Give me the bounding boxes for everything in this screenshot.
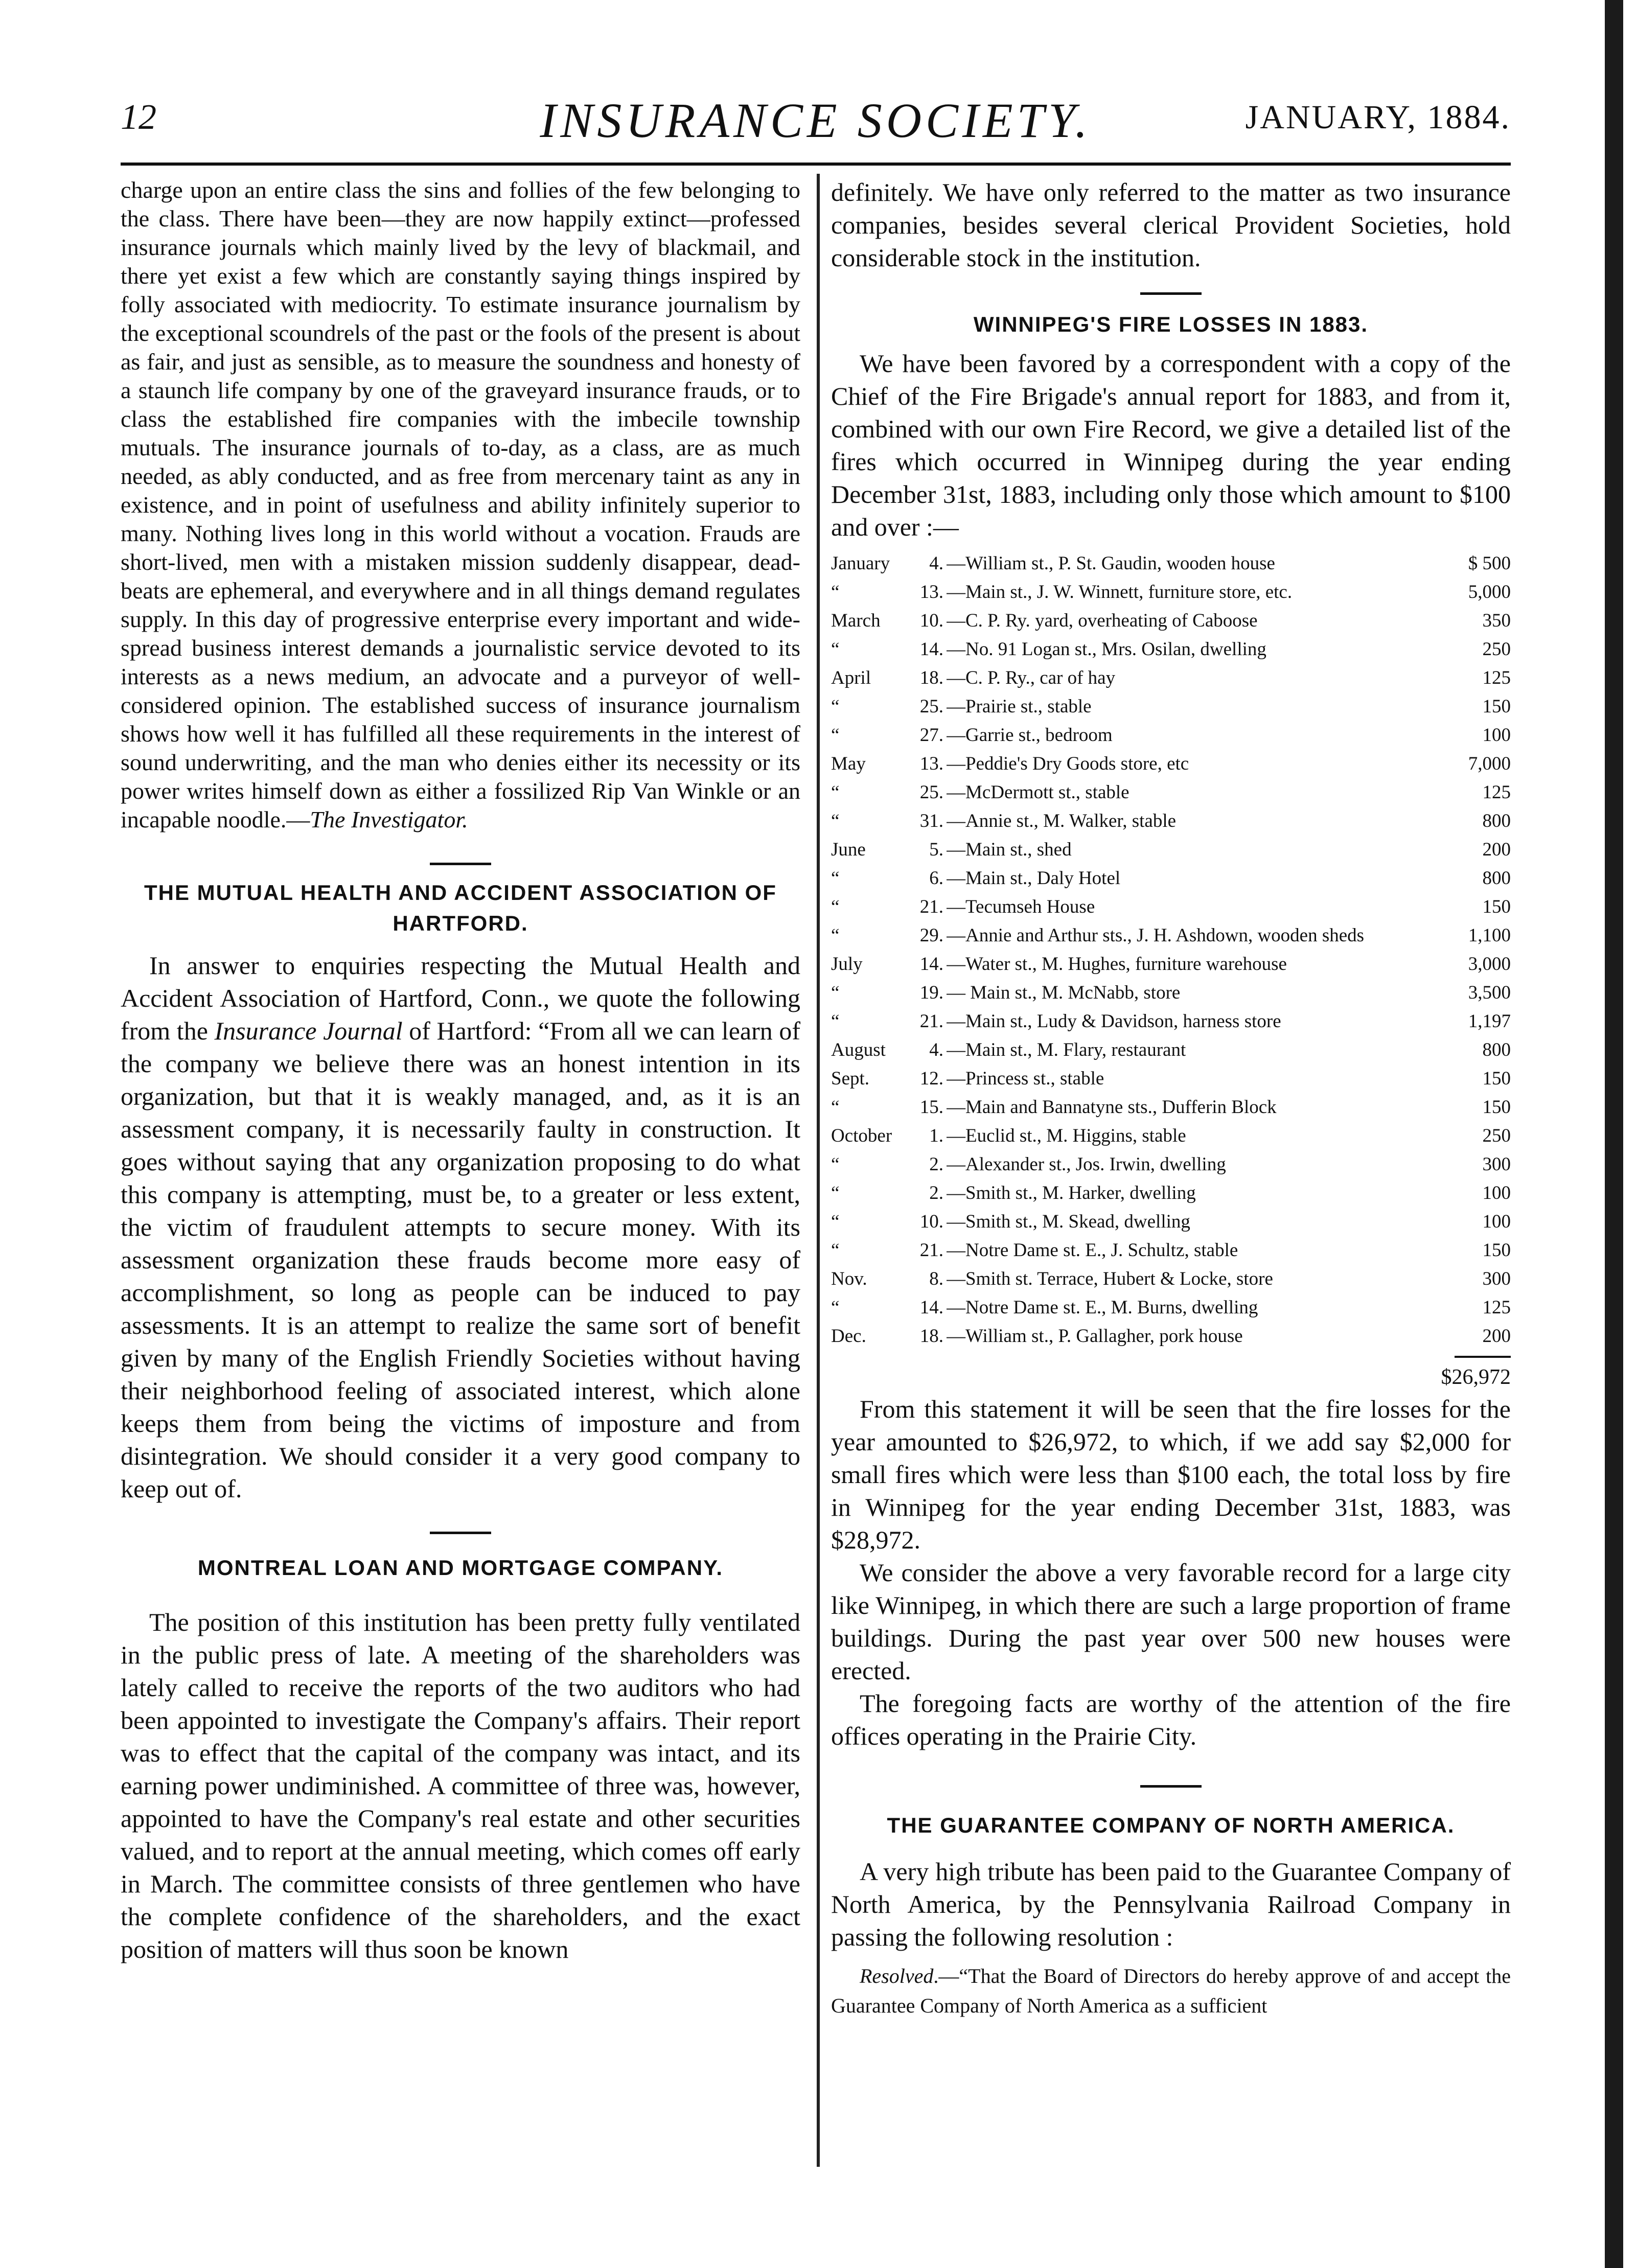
fire-amount: 125 <box>1482 1297 1511 1318</box>
fire-row <box>831 635 1511 664</box>
fire-day: 29. <box>919 925 943 946</box>
fire-row <box>831 607 1511 635</box>
fire-day: 13. <box>919 582 943 603</box>
fire-amount: 150 <box>1482 1240 1511 1261</box>
publication-title: INSURANCE SOCIETY. <box>540 93 1092 148</box>
issue-date: JANUARY, 1884. <box>1245 99 1511 136</box>
fire-amount: 125 <box>1482 782 1511 803</box>
section-separator <box>430 1532 491 1534</box>
guarantee-heading: THE GUARANTEE COMPANY OF NORTH AMERICA. <box>887 1813 1455 1837</box>
fire-description: —Smith st. Terrace, Hubert & Locke, store <box>947 1268 1273 1289</box>
fire-description: —C. P. Ry., car of hay <box>947 667 1116 688</box>
fire-description: —Main and Bannatyne sts., Dufferin Block <box>947 1097 1277 1118</box>
fire-month: “ <box>831 1183 840 1204</box>
fire-description: —No. 91 Logan st., Mrs. Osilan, dwelling <box>947 639 1266 660</box>
fire-day: 25. <box>919 696 943 717</box>
fire-row <box>831 692 1511 721</box>
intro-source: The Investigator. <box>310 806 468 832</box>
fire-month: May <box>831 753 866 774</box>
fire-row <box>831 1007 1511 1036</box>
fire-amount: 250 <box>1482 639 1511 660</box>
fire-day: 13. <box>919 753 943 774</box>
fire-description: —Prairie st., stable <box>947 696 1092 717</box>
fire-description: —Notre Dame st. E., M. Burns, dwelling <box>947 1297 1258 1318</box>
fire-amount: 150 <box>1482 896 1511 917</box>
fire-amount: 350 <box>1482 610 1511 631</box>
fire-amount: 250 <box>1482 1125 1511 1146</box>
fire-day: 15. <box>919 1097 943 1118</box>
fire-amount: 300 <box>1482 1268 1511 1289</box>
fire-day: 2. <box>929 1154 943 1175</box>
fire-row <box>831 549 1511 578</box>
fire-day: 10. <box>919 610 943 631</box>
fire-description: —McDermott st., stable <box>947 782 1129 803</box>
mutual-lead: In answer to enquiries respecting the Mutual Health and Accident Association of Hartford, Conn., we quote the following from the <box>121 951 800 1045</box>
fire-amount: 150 <box>1482 696 1511 717</box>
fire-description: —C. P. Ry. yard, overheating of Caboose <box>947 610 1258 631</box>
fire-losses-table <box>831 549 1511 1351</box>
page-edge-shadow <box>1605 0 1623 2268</box>
fire-description: —Annie st., M. Walker, stable <box>947 811 1177 831</box>
fire-month: “ <box>831 1154 840 1175</box>
fire-row <box>831 1236 1511 1265</box>
fire-amount: 200 <box>1482 839 1511 860</box>
winnipeg-intro: We have been favored by a correspondent with a copy of the Chief of the Fire Brigade's annual report for 1883, and from it, combined with our own Fire Record, we give a detailed list of the fires which occurred in Winnipeg during the year ending December 31st, 1883, including only those which amount to $100 and over :— <box>831 349 1511 541</box>
fire-amount: 800 <box>1482 868 1511 889</box>
fire-amount: 3,500 <box>1468 982 1511 1003</box>
fire-row <box>831 950 1511 979</box>
fire-month: “ <box>831 1211 840 1232</box>
fire-amount: $ 500 <box>1468 553 1511 574</box>
fire-description: — Main st., M. McNabb, store <box>947 982 1181 1003</box>
fire-row <box>831 664 1511 692</box>
article-continuation <box>121 176 800 834</box>
resolved-label: Resolved <box>860 1964 934 1987</box>
fire-row <box>831 578 1511 607</box>
fire-row <box>831 1208 1511 1236</box>
fire-month: “ <box>831 1297 840 1318</box>
fire-row <box>831 1064 1511 1093</box>
fire-day: 1. <box>929 1125 943 1146</box>
fire-description: —Garrie st., bedroom <box>947 725 1113 746</box>
fire-amount: 800 <box>1482 1039 1511 1060</box>
fire-month: Dec. <box>831 1326 866 1347</box>
fire-month: “ <box>831 696 840 717</box>
fire-description: —Smith st., M. Skead, dwelling <box>947 1211 1190 1232</box>
fire-month: “ <box>831 1011 840 1032</box>
fire-description: —Water st., M. Hughes, furniture warehouse <box>947 954 1287 975</box>
fire-day: 31. <box>919 811 943 831</box>
fire-amount: 100 <box>1482 725 1511 746</box>
winnipeg-summary: From this statement it will be seen that the fire losses for the year amounted to $26,972, to which, if we add say $2,000 for small fires which were less than $100 each, the total loss by fire in Winnipeg for the year ending December 31st, 1883, was $28,972. <box>831 1395 1511 1554</box>
left-column <box>121 176 800 1965</box>
fire-month: July <box>831 954 863 975</box>
fire-description: —Annie and Arthur sts., J. H. Ashdown, wooden sheds <box>947 925 1365 946</box>
fire-description: —William st., P. St. Gaudin, wooden house <box>947 553 1275 574</box>
resolved-text: .—“That the Board of Directors do hereby approve of and accept the Guarantee Company of North America as a sufficient <box>831 1964 1511 2017</box>
montreal-heading: MONTREAL LOAN AND MORTGAGE COMPANY. <box>197 1556 724 1580</box>
resolution-text <box>831 1961 1511 2021</box>
fire-day: 18. <box>919 667 943 688</box>
fire-description: —Main st., Daly Hotel <box>947 868 1121 889</box>
header-rule <box>121 163 1511 166</box>
fire-month: “ <box>831 896 840 917</box>
fire-month: “ <box>831 925 840 946</box>
fire-row <box>831 979 1511 1007</box>
fire-description: —Main st., Ludy & Davidson, harness store <box>947 1011 1281 1032</box>
fire-amount: 150 <box>1482 1068 1511 1089</box>
fire-month: January <box>831 553 890 574</box>
montreal-continuation: definitely. We have only referred to the matter as two insurance companies, besides several clerical Provident Societies, hold considerable stock in the institution. <box>831 178 1511 272</box>
fire-day: 25. <box>919 782 943 803</box>
fire-description: —Tecumseh House <box>947 896 1095 917</box>
fire-description: —Main st., shed <box>947 839 1072 860</box>
fire-day: 21. <box>919 896 943 917</box>
fire-month: April <box>831 667 871 688</box>
fire-amount: 150 <box>1482 1097 1511 1118</box>
montreal-text: The position of this institution has been pretty fully ventilated in the public press of late. A meeting of the shareholders was lately called to receive the reports of the two auditors who had been appointed to investigate the Company's affairs. Their report was to effect that the capital of the company was intact, and its earning power undiminished. A committee of three was, however, appointed to have the Company's real estate and other securities valued, and to report at the annual meeting, which comes off early in March. The committee consists of three gentlemen who have the complete confidence of the shareholders, and the exact position of matters will thus soon be known <box>121 1608 800 1963</box>
section-separator <box>430 863 491 865</box>
column-divider <box>817 174 820 2167</box>
fire-row <box>831 864 1511 893</box>
fire-month: Nov. <box>831 1268 867 1289</box>
fire-row <box>831 836 1511 864</box>
fire-month: “ <box>831 582 840 603</box>
fire-description: —Main st., J. W. Winnett, furniture store, etc. <box>947 582 1293 603</box>
mutual-source: Insurance Journal <box>214 1016 403 1045</box>
fire-amount: 1,100 <box>1468 925 1511 946</box>
fire-row <box>831 1150 1511 1179</box>
fire-amount: 125 <box>1482 667 1511 688</box>
mutual-health-text <box>121 949 800 1505</box>
fire-row <box>831 1322 1511 1351</box>
intro-text: charge upon an entire class the sins and follies of the few belonging to the class. There have been—they are now happily extinct—professed insurance journals which mainly lived by the levy of blackmail, and there yet exist a few which are constantly saying things inspired by folly associated with mediocrity. To estimate insurance journalism by the exceptional scoundrels of the past or the fools of the present is about as fair, and just as sensible, as to measure the soundness and honesty of a staunch life company by one of the graveyard insurance frauds, or to class the established fire companies with the imbecile township mutuals. The insurance journals of to-day, as a class, are as much needed, as ably conducted, and as free from mercenary taint as any in existence, and in point of usefulness and ability infinitely superior to many. Nothing lives long in this world without a vocation. Frauds are short-lived, men with a mistaken mission suddenly disappear, dead-beats are ephemeral, and everywhere and in all things demand regulates supply. In this day of progressive enterprise every important and wide-spread business interest demands a journalistic service devoted to its interests as a news medium, an advocate and a purveyor of well-considered opinion. The established success of insurance journalism shows how well it has fulfilled all these requirements in the interest of sound underwriting, and the man who denies either its necessity or its power writes himself down as either a fossilized Rip Van Winkle or an incapable noodle.— <box>121 177 800 832</box>
fire-day: 8. <box>929 1268 943 1289</box>
section-separator <box>1140 292 1202 295</box>
fire-description: —Peddie's Dry Goods store, etc <box>947 753 1189 774</box>
fire-month: “ <box>831 782 840 803</box>
fire-day: 5. <box>929 839 943 860</box>
fire-month: “ <box>831 868 840 889</box>
fire-day: 21. <box>919 1240 943 1261</box>
fire-month: “ <box>831 725 840 746</box>
fires-total: $26,972 <box>1441 1366 1511 1389</box>
fire-description: —William st., P. Gallagher, pork house <box>947 1326 1243 1347</box>
fire-row <box>831 893 1511 921</box>
winnipeg-closing: The foregoing facts are worthy of the attention of the fire offices operating in the Prairie City. <box>831 1689 1511 1750</box>
fire-day: 4. <box>929 553 943 574</box>
fire-day: 2. <box>929 1183 943 1204</box>
fire-row <box>831 1293 1511 1322</box>
total-rule <box>1455 1356 1511 1358</box>
fire-day: 10. <box>919 1211 943 1232</box>
fire-row <box>831 1122 1511 1150</box>
fire-row <box>831 921 1511 950</box>
fire-day: 27. <box>919 725 943 746</box>
section-separator <box>1140 1785 1202 1788</box>
fire-month: August <box>831 1039 886 1060</box>
fire-day: 14. <box>919 954 943 975</box>
fire-amount: 7,000 <box>1468 753 1511 774</box>
fire-month: Sept. <box>831 1068 870 1089</box>
fire-description: —Notre Dame st. E., J. Schultz, stable <box>947 1240 1238 1261</box>
mutual-health-heading: THE MUTUAL HEALTH AND ACCIDENT ASSOCIATION OF HARTFORD. <box>144 881 777 935</box>
fire-month: “ <box>831 811 840 831</box>
right-column <box>831 176 1511 2021</box>
page-header <box>121 87 1511 148</box>
fire-row <box>831 721 1511 750</box>
fire-amount: 100 <box>1482 1211 1511 1232</box>
fire-row <box>831 807 1511 836</box>
fire-day: 19. <box>919 982 943 1003</box>
fire-day: 14. <box>919 639 943 660</box>
fire-row <box>831 1093 1511 1122</box>
fire-day: 21. <box>919 1011 943 1032</box>
fire-description: —Princess st., stable <box>947 1068 1104 1089</box>
fire-row <box>831 1036 1511 1064</box>
winnipeg-heading: WINNIPEG'S FIRE LOSSES IN 1883. <box>973 312 1369 336</box>
mutual-tail: of Hartford: “From all we can learn of the company we believe there was an honest intention in its organization, but that it is weakly managed, and, as it is an assessment company, it is necessarily faulty in construction. It goes without saying that any organization proposing to do what this company is attempting, must be, to a greater or less extent, the victim of fraudulent attempts to secure money. With its assessment organization these frauds become more easy of accomplishment, so long as people can be induced to pay assessments. It is an attempt to realize the same sort of benefit given by many of the English Friendly Societies without having their neighborhood feeling of associated interest, which alone keeps them from being the victims of imposture and from disintegration. We should consider it a very good company to keep out of. <box>121 1016 800 1503</box>
fire-day: 18. <box>919 1326 943 1347</box>
fire-description: —Smith st., M. Harker, dwelling <box>947 1183 1196 1204</box>
fire-day: 12. <box>919 1068 943 1089</box>
fire-month: March <box>831 610 881 631</box>
fire-amount: 800 <box>1482 811 1511 831</box>
page-number: 12 <box>121 98 156 137</box>
fire-amount: 300 <box>1482 1154 1511 1175</box>
guarantee-text: A very high tribute has been paid to the Guarantee Company of North America, by the Pennsylvania Railroad Company in passing the following resolution : <box>831 1857 1511 1951</box>
fire-day: 14. <box>919 1297 943 1318</box>
fire-day: 6. <box>929 868 943 889</box>
fire-description: —Euclid st., M. Higgins, stable <box>947 1125 1186 1146</box>
fire-amount: 1,197 <box>1468 1011 1511 1032</box>
fire-month: October <box>831 1125 892 1146</box>
winnipeg-comment: We consider the above a very favorable record for a large city like Winnipeg, in which there are such a large proportion of frame buildings. During the past year over 500 new houses were erected. <box>831 1558 1511 1685</box>
fire-amount: 200 <box>1482 1326 1511 1347</box>
fire-row <box>831 1179 1511 1208</box>
fire-row <box>831 778 1511 807</box>
fire-description: —Alexander st., Jos. Irwin, dwelling <box>947 1154 1226 1175</box>
fire-month: “ <box>831 639 840 660</box>
fire-row <box>831 750 1511 778</box>
fire-amount: 5,000 <box>1468 582 1511 603</box>
fire-month: June <box>831 839 866 860</box>
fire-row <box>831 1265 1511 1293</box>
fire-amount: 3,000 <box>1468 954 1511 975</box>
fire-month: “ <box>831 1097 840 1118</box>
fire-month: “ <box>831 982 840 1003</box>
fire-amount: 100 <box>1482 1183 1511 1204</box>
fire-month: “ <box>831 1240 840 1261</box>
fire-description: —Main st., M. Flary, restaurant <box>947 1039 1186 1060</box>
fire-day: 4. <box>929 1039 943 1060</box>
